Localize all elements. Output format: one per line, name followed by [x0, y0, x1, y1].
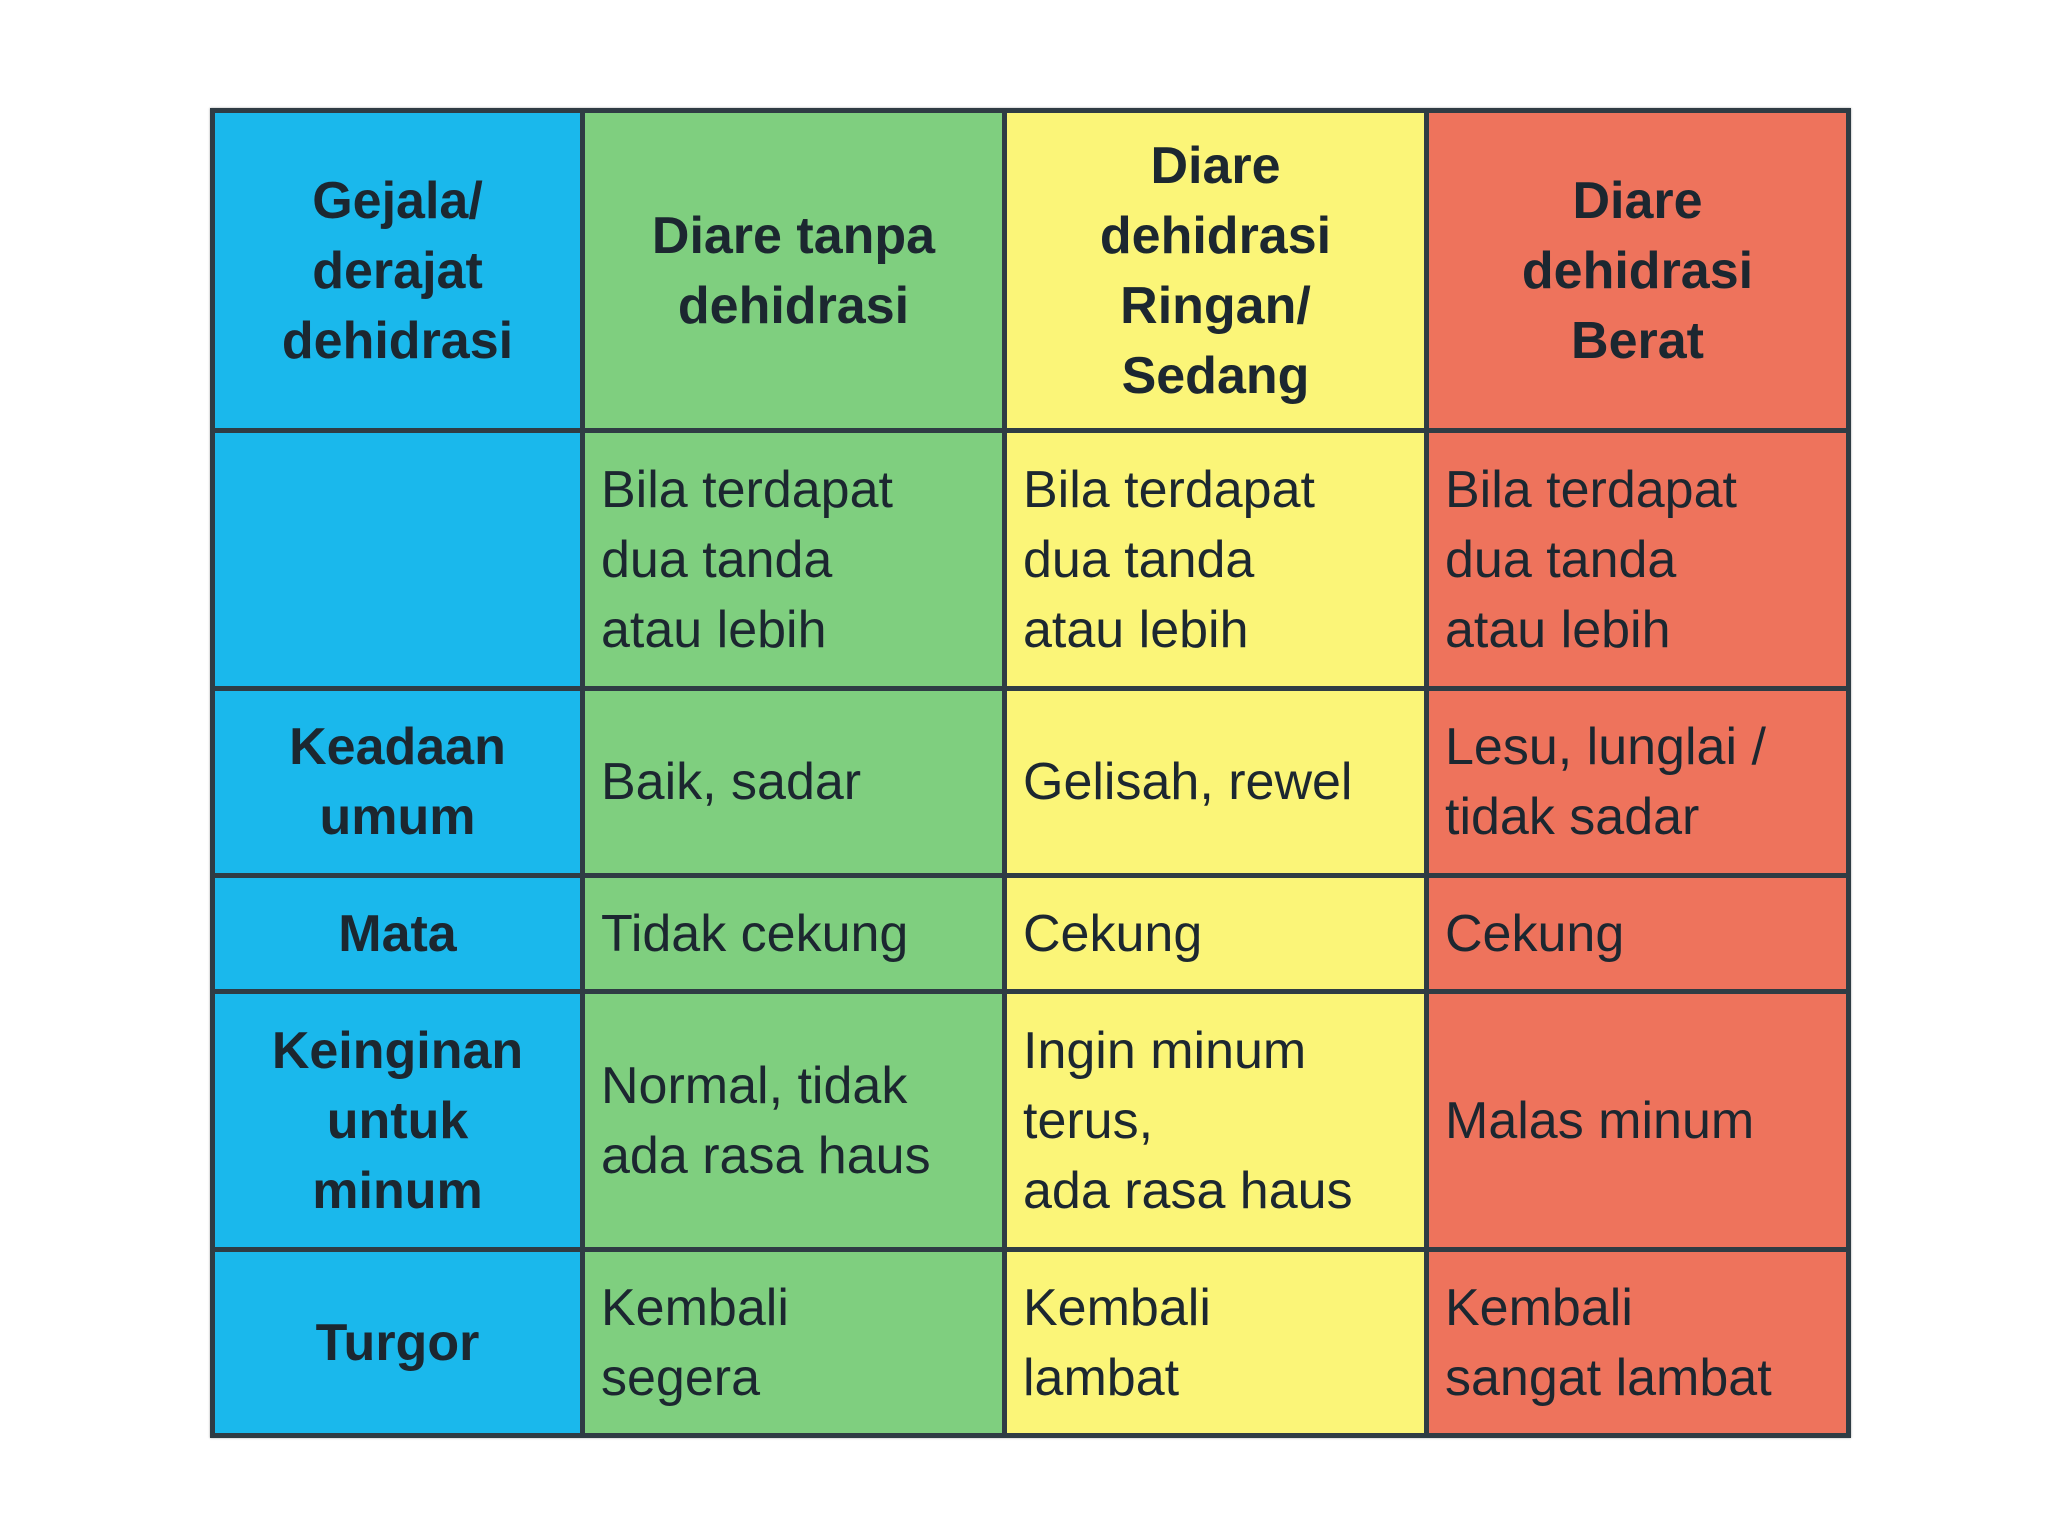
cell-mild-moderate: Ingin minum terus, ada rasa haus: [1005, 992, 1427, 1250]
cell-no-dehydration: Baik, sadar: [583, 689, 1005, 876]
header-no-dehydration: Diare tanpa dehidrasi: [583, 111, 1005, 431]
cell-mild-moderate: Kembali lambat: [1005, 1250, 1427, 1436]
cell-severe: Malas minum: [1427, 992, 1849, 1250]
cell-no-dehydration: Bila terdapat dua tanda atau lebih: [583, 431, 1005, 689]
header-symptom: Gejala/ derajat dehidrasi: [213, 111, 583, 431]
cell-no-dehydration: Normal, tidak ada rasa haus: [583, 992, 1005, 1250]
cell-severe: Cekung: [1427, 876, 1849, 992]
table-row: [213, 876, 1849, 992]
cell-mild-moderate: Gelisah, rewel: [1005, 689, 1427, 876]
row-symptom-label: Mata: [213, 876, 583, 992]
header-severe-dehydration: Diare dehidrasi Berat: [1427, 111, 1849, 431]
header-row: [213, 111, 1849, 431]
table-row: [213, 431, 1849, 689]
table-row: [213, 689, 1849, 876]
cell-no-dehydration: Tidak cekung: [583, 876, 1005, 992]
table-row: [213, 1250, 1849, 1436]
dehydration-classification-table: [210, 108, 1851, 1438]
row-symptom-label: Turgor: [213, 1250, 583, 1436]
cell-mild-moderate: Bila terdapat dua tanda atau lebih: [1005, 431, 1427, 689]
row-symptom-label: [213, 431, 583, 689]
row-symptom-label: Keadaan umum: [213, 689, 583, 876]
cell-mild-moderate: Cekung: [1005, 876, 1427, 992]
row-symptom-label: Keinginan untuk minum: [213, 992, 583, 1250]
header-mild-moderate-dehydration: Diare dehidrasi Ringan/ Sedang: [1005, 111, 1427, 431]
cell-severe: Bila terdapat dua tanda atau lebih: [1427, 431, 1849, 689]
cell-no-dehydration: Kembali segera: [583, 1250, 1005, 1436]
cell-severe: Lesu, lunglai / tidak sadar: [1427, 689, 1849, 876]
cell-severe: Kembali sangat lambat: [1427, 1250, 1849, 1436]
table-row: [213, 992, 1849, 1250]
